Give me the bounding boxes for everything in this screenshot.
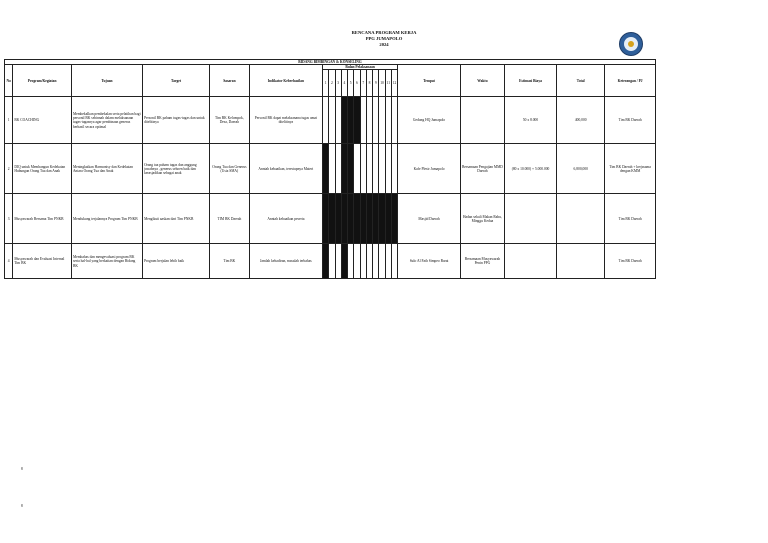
- month-header: 1: [322, 70, 328, 97]
- cell-indikator: Personil BK dapat melaksanana tugas amat ditelitinya: [249, 97, 322, 144]
- month-header: 11: [385, 70, 391, 97]
- cell-ket: Tim BK Daerah: [605, 97, 656, 144]
- table-row: [5, 144, 656, 194]
- month-header: 5: [348, 70, 354, 97]
- cell-tujuan: Meningkatkan Harmonisy dan Kedekatan Antara Orang Tua dan Anak: [71, 144, 142, 194]
- header-tujuan: Tujuan: [71, 65, 142, 97]
- cell-waktu: [460, 97, 504, 144]
- cell-sasaran: Orang Tua dan Generus (Usia SMA): [210, 144, 250, 194]
- cell-ket: Tim BK Daerah: [605, 244, 656, 279]
- header-no: No: [5, 65, 13, 97]
- header-waktu: Waktu: [460, 65, 504, 97]
- cell-sasaran: Tim BK: [210, 244, 250, 279]
- cell-program: Musyawarah dan Evaluasi Internal Tim BK: [13, 244, 72, 279]
- work-plan-table: [4, 59, 656, 279]
- month-header: 7: [360, 70, 366, 97]
- table-row: [5, 244, 656, 279]
- document-title: RENCANA PROGRAM KERJA: [351, 30, 417, 35]
- header-bulan-pelaksanaan: Bulan Pelaksanaan: [322, 65, 397, 70]
- cell-no: 1: [5, 97, 13, 144]
- cell-no: 2: [5, 144, 13, 194]
- document-subtitle: PPG JUMAPOLO: [365, 36, 403, 41]
- cell-tempat: Gedung HQ Jumapolo: [398, 97, 461, 144]
- cell-ket: Tim BK Daerah: [605, 194, 656, 244]
- header-total: Total: [557, 65, 605, 97]
- month-header: 6: [354, 70, 360, 97]
- cell-tempat: Masjid Daerah: [398, 194, 461, 244]
- cell-program: DIQ untuk Membangun Kedekatan Hubungan Orang Tua dan Anak: [13, 144, 72, 194]
- header-estimasi-biaya: Estimasi Biaya: [504, 65, 556, 97]
- cell-tempat: Sulo Al Fath Simpeo Barat: [398, 244, 461, 279]
- month-header: 12: [391, 70, 397, 97]
- month-header: 8: [366, 70, 372, 97]
- footer-mark: 8: [21, 467, 23, 471]
- cell-waktu: Hadan sekali Makan Rabu, Minggu Kedua: [460, 194, 504, 244]
- cell-target: Program berjalan lebih baik: [143, 244, 210, 279]
- footer-mark: 8: [21, 504, 23, 508]
- header-tempat: Tempat: [398, 65, 461, 97]
- cell-sasaran: Tim BK Kelompok, Desa, Daerah: [210, 97, 250, 144]
- header-sasaran: Sasaran: [210, 65, 250, 97]
- cell-program: BK COACHING: [13, 97, 72, 144]
- cell-tujuan: Membekalkan pembekalan serta pelatihan bagi personil BK sehinnah dalam melaksanaan tugas-tugasnya agar pembinaan generus berhasil secara optimal: [71, 97, 142, 144]
- cell-no: 3: [5, 194, 13, 244]
- table-row: [5, 194, 656, 244]
- cell-target: Mengikuti aaskan dari Tim PNKB: [143, 194, 210, 244]
- table-row: [5, 97, 656, 144]
- month-header: 2: [329, 70, 335, 97]
- cell-ket: Tim BK Daerah + kerjasama dengan KMM: [605, 144, 656, 194]
- cell-target: Personil BK paham tugas-tugas dan untuk ditelitinya: [143, 97, 210, 144]
- cell-indikator: Anntah kebaaikan peserta: [249, 194, 322, 244]
- cell-sasaran: TIM BK Daerah: [210, 194, 250, 244]
- month-header: 9: [373, 70, 379, 97]
- section-title: BIDANG BIMBINGAN & KONSELING: [5, 60, 656, 65]
- month-header: 10: [379, 70, 385, 97]
- cell-program: Musyawarah Bersama Tim PNKB: [13, 194, 72, 244]
- cell-total: [557, 194, 605, 244]
- cell-target: Orang tua paham tugas dan anggung jawabnya , generus sehoen baik dan kerasjadikan sebagai anak: [143, 144, 210, 194]
- emblem-core: [628, 41, 634, 47]
- cell-estimasi: [504, 194, 556, 244]
- cell-estimasi: [504, 244, 556, 279]
- header-indikator: Indikator Keberhasilan: [249, 65, 322, 97]
- month-header: 4: [341, 70, 347, 97]
- month-header: 3: [335, 70, 341, 97]
- cell-estimasi: (80 x 10.000) + 5.000.000: [504, 144, 556, 194]
- cell-tempat: Kafe Plesir Jumapolo: [398, 144, 461, 194]
- cell-total: 6,800,000: [557, 144, 605, 194]
- cell-total: [557, 244, 605, 279]
- cell-total: 400,000: [557, 97, 605, 144]
- organization-emblem-icon: [619, 32, 643, 56]
- cell-no: 4: [5, 244, 13, 279]
- header-program: Program/Kegiatan: [13, 65, 72, 97]
- cell-tujuan: Membahas dan mengevaluasi program BK serta hal-hal yang berkaitan dengan Bidang BK: [71, 244, 142, 279]
- cell-estimasi: 50 x 8.000: [504, 97, 556, 144]
- header-keterangan: Keterangan / PJ: [605, 65, 656, 97]
- document-year: 2024: [379, 42, 389, 47]
- cell-indikator: Anntah kebaaikan, terestupnya Materi: [249, 144, 322, 194]
- cell-tujuan: Mendukung terjalannya Program Tim PNKB: [71, 194, 142, 244]
- header-target: Target: [143, 65, 210, 97]
- cell-waktu: Bersamaan Pengajian MMD Daerah: [460, 144, 504, 194]
- cell-indikator: Jamlah kehadiran, masalah terbahas: [249, 244, 322, 279]
- cell-waktu: Bersamaan Musyawarah Penin PPG: [460, 244, 504, 279]
